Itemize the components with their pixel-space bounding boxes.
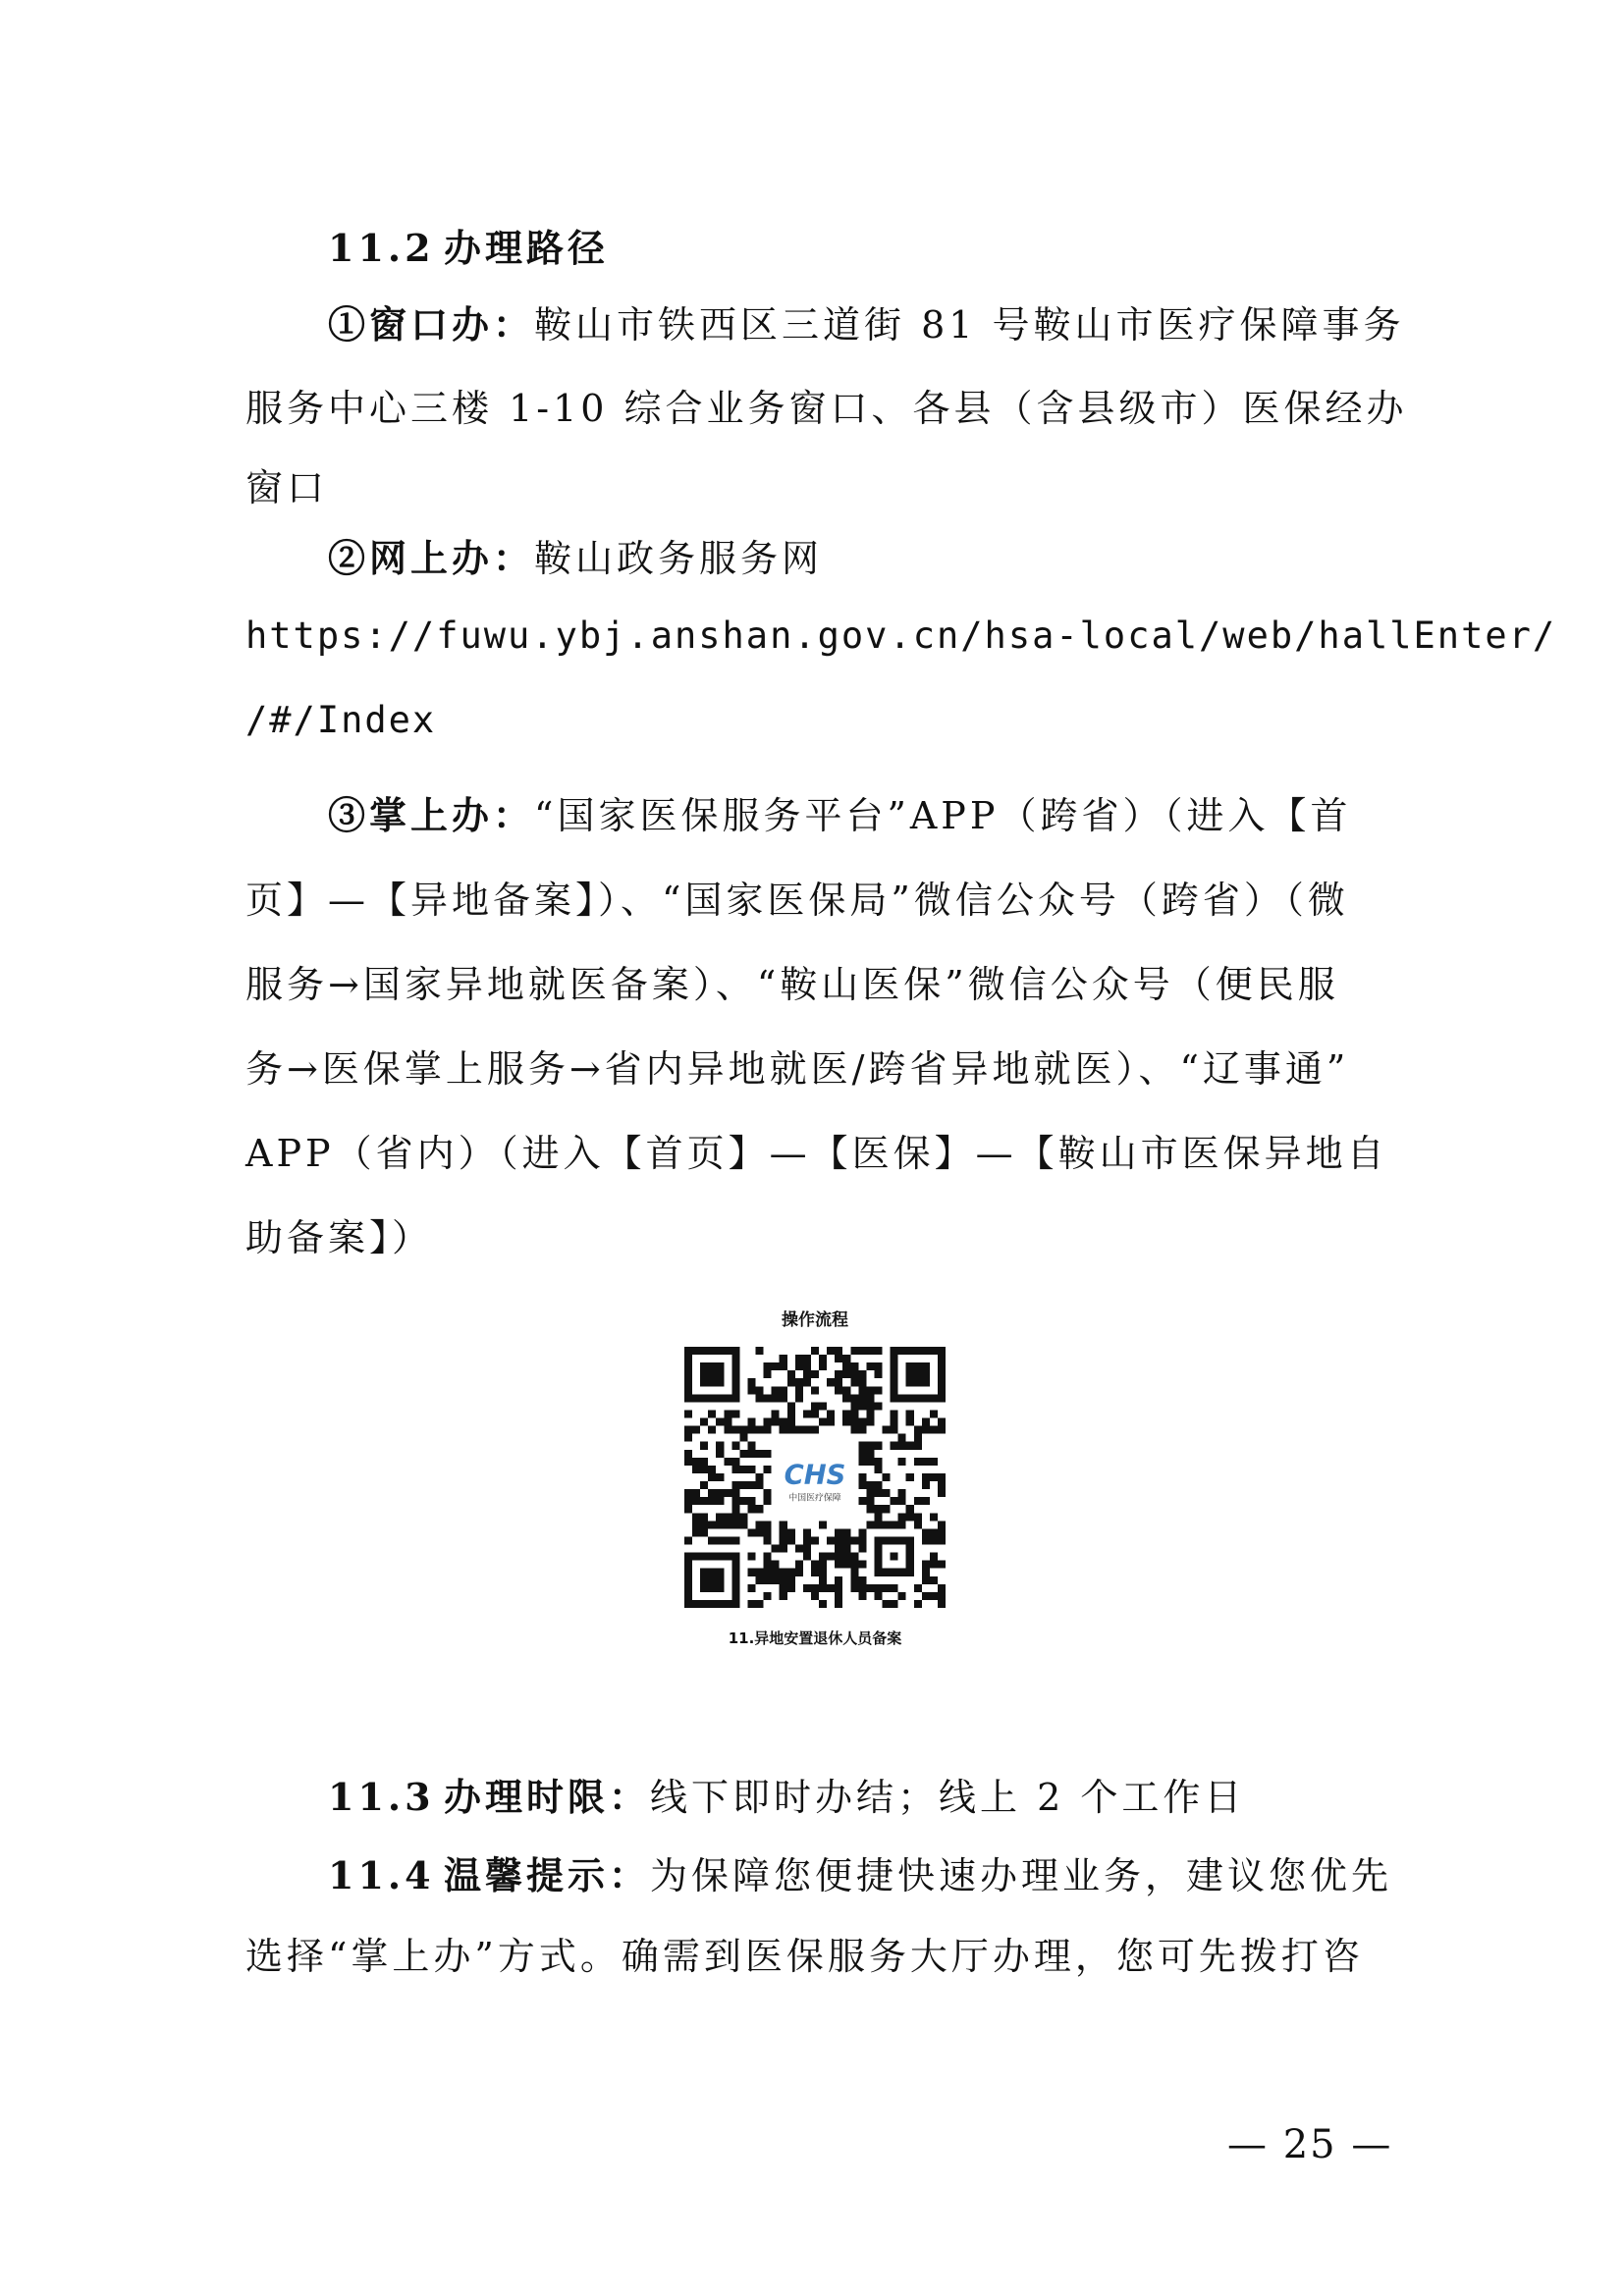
window-method-label: ①窗口办： — [328, 302, 535, 347]
mobile-method-line-1 — [328, 785, 1351, 839]
section-number: 11.2 — [328, 226, 435, 270]
page-number: — 25 — — [1227, 2122, 1393, 2167]
chs-logo-subtext: 中国医疗保障 — [788, 1493, 841, 1504]
qr-title: 操作流程 — [782, 1310, 848, 1330]
section-text: 线下即时办结；线上 2 个工作日 — [650, 1776, 1246, 1819]
section-11-4-line-1 — [328, 1845, 1392, 1899]
mobile-method-line-3: 服务→国家异地就医备案）、“鞍山医保”微信公众号（便民服 — [245, 963, 1339, 1006]
section-11-3 — [328, 1767, 1245, 1821]
section-label: 温馨提示： — [444, 1853, 651, 1897]
mobile-method-label: ③掌上办： — [328, 793, 535, 837]
window-method-line-3: 窗口 — [245, 466, 329, 509]
window-method-line-2: 服务中心三楼 1-10 综合业务窗口、各县（含县级市）医保经办 — [245, 387, 1408, 430]
mobile-method-line-6: 助备案】） — [245, 1216, 434, 1259]
qr-code-image[interactable] — [684, 1347, 946, 1608]
section-heading-11-2 — [328, 218, 609, 272]
online-url-line-1[interactable]: https://fuwu.ybj.anshan.gov.cn/hsa-local/web/hallEnter/ — [245, 614, 1557, 657]
online-method-site: 鞍山政务服务网 — [534, 537, 824, 580]
section-title: 办理路径 — [444, 226, 610, 270]
qr-caption: 11.异地安置退休人员备案 — [728, 1629, 902, 1647]
section-number: 11.3 — [328, 1775, 435, 1819]
online-method-label: ②网上办： — [328, 536, 535, 580]
section-text: 为保障您便捷快速办理业务，建议您优先 — [650, 1854, 1393, 1897]
window-method-text: 鞍山市铁西区三道街 81 号鞍山市医疗保障事务 — [534, 303, 1405, 347]
window-method-line-1 — [328, 294, 1405, 348]
section-number: 11.4 — [328, 1853, 435, 1897]
mobile-method-line-4: 务→医保掌上服务→省内异地就医/跨省异地就医）、“辽事通” — [245, 1047, 1350, 1091]
section-label: 办理时限： — [444, 1775, 651, 1819]
mobile-method-line-2: 页】—【异地备案】）、“国家医保局”微信公众号（跨省）（微 — [245, 879, 1349, 922]
chs-logo-text: CHS — [784, 1460, 846, 1491]
mobile-method-line-5: APP（省内）（进入【首页】—【医保】—【鞍山市医保异地自 — [245, 1132, 1388, 1175]
online-method-line — [328, 528, 823, 582]
mobile-method-text: “国家医保服务平台”APP（跨省）（进入【首 — [534, 794, 1352, 837]
online-url-line-2[interactable]: /#/Index — [245, 699, 437, 741]
section-11-4-line-2: 选择“掌上办”方式。确需到医保服务大厅办理，您可先拨打咨 — [245, 1935, 1364, 1978]
